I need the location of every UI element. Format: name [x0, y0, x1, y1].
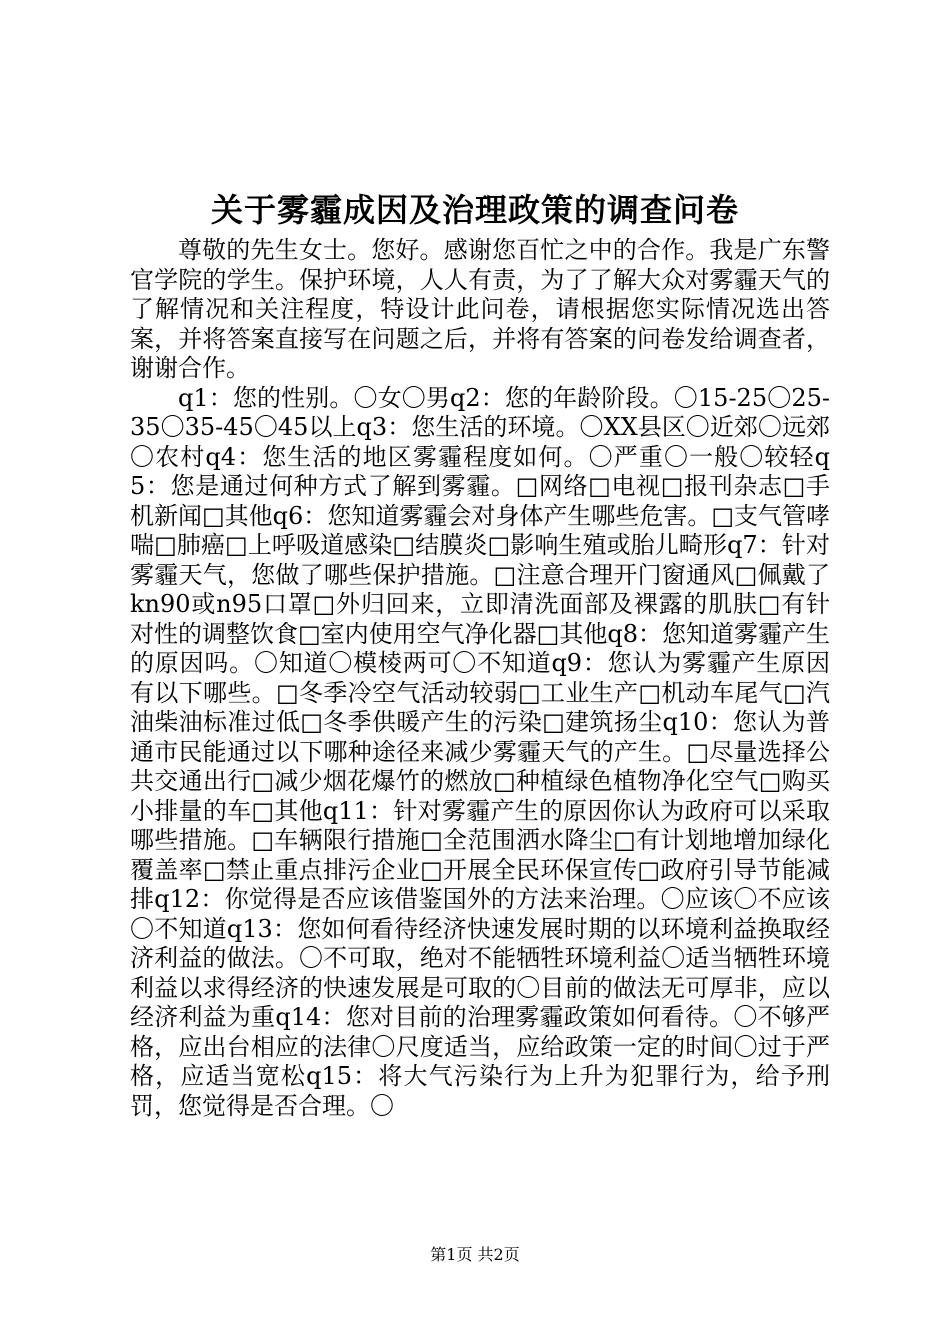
- document-title: 关于雾霾成因及治理政策的调查问卷: [210, 191, 739, 229]
- page-number: 第1页 共2页: [430, 1245, 520, 1264]
- questions-paragraph: q1：您的性别。〇女〇男q2：您的年龄阶段。〇15-25〇25-35〇35-45〇45以上q3：您生活的环境。〇XX县区〇近郊〇远郊〇农村q4：您生活的地区雾霾程度如何。〇严重〇一般〇较轻q5：您是通过何种方式了解到雾霾。□网络□电视□报刊杂志□手机新闻□其他q6：您知道雾霾会对身体产生哪些危害。□支气管哮喘□肺癌□上呼吸道感染□结膜炎□影响生殖或胎儿畸形q7：针对雾霾天气，您做了哪些保护措施。□注意合理开门窗通风□佩戴了kn90或n95口罩□外归回来，立即清洗面部及裸露的肌肤□有针对性的调整饮食□室内使用空气净化器□其他q8：您知道雾霾产生的原因吗。〇知道〇模棱两可〇不知道q9：您认为雾霾产生原因有以下哪些。□冬季冷空气活动较弱□工业生产□机动车尾气□汽油柴油标准过低□冬季供暖产生的污染□建筑扬尘q10：您认为普通市民能通过以下哪种途径来减少雾霾天气的产生。□尽量选择公共交通出行□减少烟花爆竹的燃放□种植绿色植物净化空气□购买小排量的车□其他q11：针对雾霾产生的原因你认为政府可以采取哪些措施。□车辆限行措施□全范围洒水降尘□有计划地增加绿化覆盖率□禁止重点排污企业□开展全民环保宣传□政府引导节能减排q12：你觉得是否应该借鉴国外的方法来治理。〇应该〇不应该〇不知道q13：您如何看待经济快速发展时期的以环境利益换取经济利益的做法。〇不可取，绝对不能牺牲环境利益〇适当牺牲环境利益以求得经济的快速发展是可取的〇目前的做法无可厚非，应以经济利益为重q14：您对目前的治理雾霾政策如何看待。〇不够严格，应出台相应的法律〇尺度适当，应给政策一定的时间〇过于严格，应适当宽松q15：将大气污染行为上升为犯罪行为，给予刑罚，您觉得是否合理。〇: [130, 383, 830, 1120]
- intro-paragraph: 尊敬的先生女士。您好。感谢您百忙之中的合作。我是广东警官学院的学生。保护环境，人人有责，为了了解大众对雾霾天气的了解情况和关注程度，特设计此问卷，请根据您实际情况选出答案，并将答案直接写在问题之后，并将有答案的问卷发给调查者，谢谢合作。: [130, 236, 830, 382]
- document-body: [130, 236, 830, 1121]
